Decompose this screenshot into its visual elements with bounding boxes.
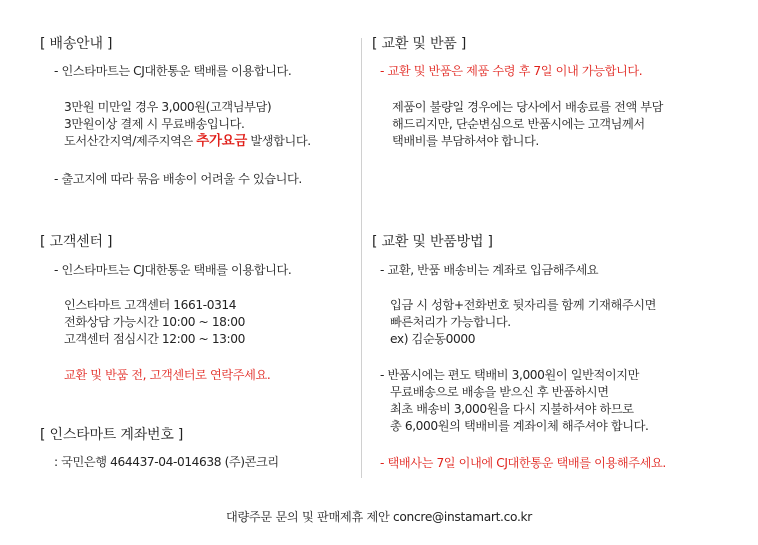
exchange-line-3: 해드리지만, 단순변심으로 반품시에는 고객님께서 xyxy=(392,117,645,131)
method-line-8: 총 6,000원의 택배비를 계좌이체 해주셔야 합니다. xyxy=(390,419,649,433)
method-line-6: 무료배송으로 배송을 받으신 후 반품하시면 xyxy=(390,385,609,399)
shipping-line-5: - 출고지에 따라 묶음 배송이 어려울 수 있습니다. xyxy=(54,172,302,186)
service-lunch: 고객센터 점심시간 12:00 ~ 13:00 xyxy=(64,332,245,346)
method-title: [ 교환 및 반품방법 ] xyxy=(372,234,493,250)
method-courier-notice: - 택배사는 7일 이내에 CJ대한통운 택배를 이용해주세요. xyxy=(380,456,666,470)
exchange-line-4: 택배비를 부담하셔야 합니다. xyxy=(392,134,539,148)
service-hours: 전화상담 가능시간 10:00 ~ 18:00 xyxy=(64,315,245,329)
shipping-line-3: 3만원이상 결제 시 무료배송입니다. xyxy=(64,117,245,131)
account-number: : 국민은행 464437-04-014638 (주)콘크리 xyxy=(54,455,279,469)
exchange-period: - 교환 및 반품은 제품 수령 후 7일 이내 가능합니다. xyxy=(380,64,643,78)
shipping-title: [ 배송안내 ] xyxy=(40,36,113,52)
service-phone: 인스타마트 고객센터 1661-0314 xyxy=(64,298,237,312)
method-line-5: - 반품시에는 편도 택배비 3,000원이 일반적이지만 xyxy=(380,368,639,382)
method-example: ex) 김순동0000 xyxy=(390,332,476,346)
shipping-line-2: 3만원 미만일 경우 3,000원(고객님부담) xyxy=(64,100,272,114)
shipping-line-4-pre: 도서산간지역/제주지역은 xyxy=(64,134,197,148)
service-line-1: - 인스타마트는 CJ대한통운 택배를 이용합니다. xyxy=(54,263,292,277)
method-line-1: - 교환, 반품 배송비는 계좌로 입금해주세요 xyxy=(380,263,599,277)
shipping-line-4 xyxy=(64,133,311,150)
service-notice: 교환 및 반품 전, 고객센터로 연락주세요. xyxy=(64,368,271,382)
method-line-3: 빠른처리가 가능합니다. xyxy=(390,315,511,329)
account-title: [ 인스타마트 계좌번호 ] xyxy=(40,427,184,443)
service-title: [ 고객센터 ] xyxy=(40,234,113,250)
extra-fee-highlight: 추가요금 xyxy=(196,133,247,149)
method-line-7: 최초 배송비 3,000원을 다시 지불하셔야 하므로 xyxy=(390,402,634,416)
footer-contact: 대량주문 문의 및 판매제휴 제안 concre@instamart.co.kr xyxy=(225,510,533,524)
column-divider xyxy=(361,38,362,478)
exchange-title: [ 교환 및 반품 ] xyxy=(372,36,467,52)
method-line-2: 입금 시 성함+전화번호 뒷자리를 함께 기재해주시면 xyxy=(390,298,657,312)
shipping-line-4-post: 발생합니다. xyxy=(246,134,311,148)
shipping-line-1: - 인스타마트는 CJ대한통운 택배를 이용합니다. xyxy=(54,64,292,78)
exchange-line-2: 제품이 불량일 경우에는 당사에서 배송료를 전액 부담 xyxy=(392,100,664,114)
